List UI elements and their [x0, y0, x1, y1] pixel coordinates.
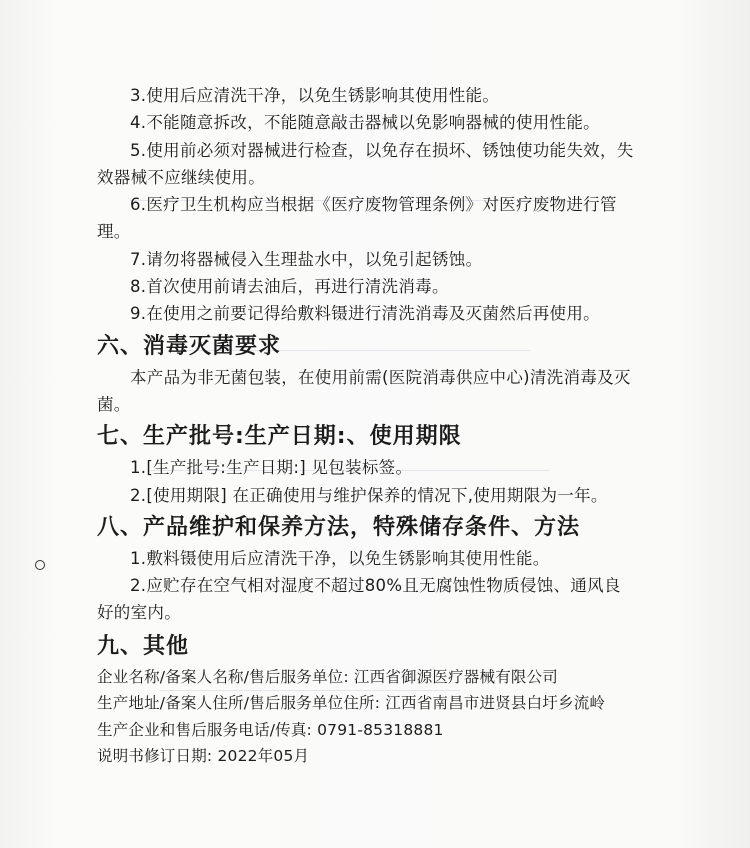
section-7-heading: 七、生产批号:生产日期:、使用期限 [97, 424, 462, 450]
note-item-6: 6.医疗卫生机构应当根据《医疗废物管理条例》对医疗废物进行管理。 [97, 195, 617, 242]
section-7-item-2: 2.[使用期限] 在正确使用与维护保养的情况下,使用期限为一年。 [130, 485, 608, 505]
note-item-5: 5.使用前必须对器械进行检查，以免存在损坏、锈蚀使功能失效，失效器械不应继续使用。 [97, 140, 634, 187]
section-6-heading: 六、消毒灭菌要求 [97, 333, 282, 359]
note-item-8: 8.首次使用前请去油后，再进行清洗消毒。 [130, 277, 449, 297]
section-6-text: 本产品为非无菌包装，在使用前需(医院消毒供应中心)清洗消毒及灭菌。 [97, 367, 631, 414]
note-item-4: 4.不能随意拆改，不能随意敲击器械以免影响器械的使用性能。 [130, 113, 600, 133]
note-item-7: 7.请勿将器械侵入生理盐水中，以免引起锈蚀。 [130, 249, 483, 269]
address-line: 生产地址/备案人住所/售后服务单位住所: 江西省南昌市进贤县白圩乡流岭 [97, 694, 606, 713]
note-item-9: 9.在使用之前要记得给敷料镊进行清洗消毒及灭菌然后再使用。 [130, 304, 600, 324]
section-8-heading: 八、产品维护和保养方法，特殊储存条件、方法 [97, 514, 581, 540]
section-7-item-1: 1.[生产批号:生产日期:] 见包装标签。 [130, 458, 413, 478]
section-8-item-2: 2.应贮存在空气相对湿度不超过80%且无腐蚀性物质侵蚀、通风良好的室内。 [97, 576, 621, 623]
phone-line: 生产企业和售后服务电话/传真: 0791-85318881 [97, 720, 444, 739]
section-8-item-1: 1.敷料镊使用后应清洗干净，以免生锈影响其使用性能。 [130, 548, 550, 568]
note-item-3: 3.使用后应清洗干净，以免生锈影响其使用性能。 [130, 86, 500, 105]
company-name-line: 企业名称/备案人名称/售后服务单位: 江西省御源医疗器械有限公司 [97, 667, 558, 686]
punch-mark [35, 560, 45, 570]
revision-date-line: 说明书修订日期: 2022年05月 [97, 747, 310, 766]
instructions-content [97, 82, 637, 770]
section-9-heading: 九、其他 [97, 633, 190, 659]
